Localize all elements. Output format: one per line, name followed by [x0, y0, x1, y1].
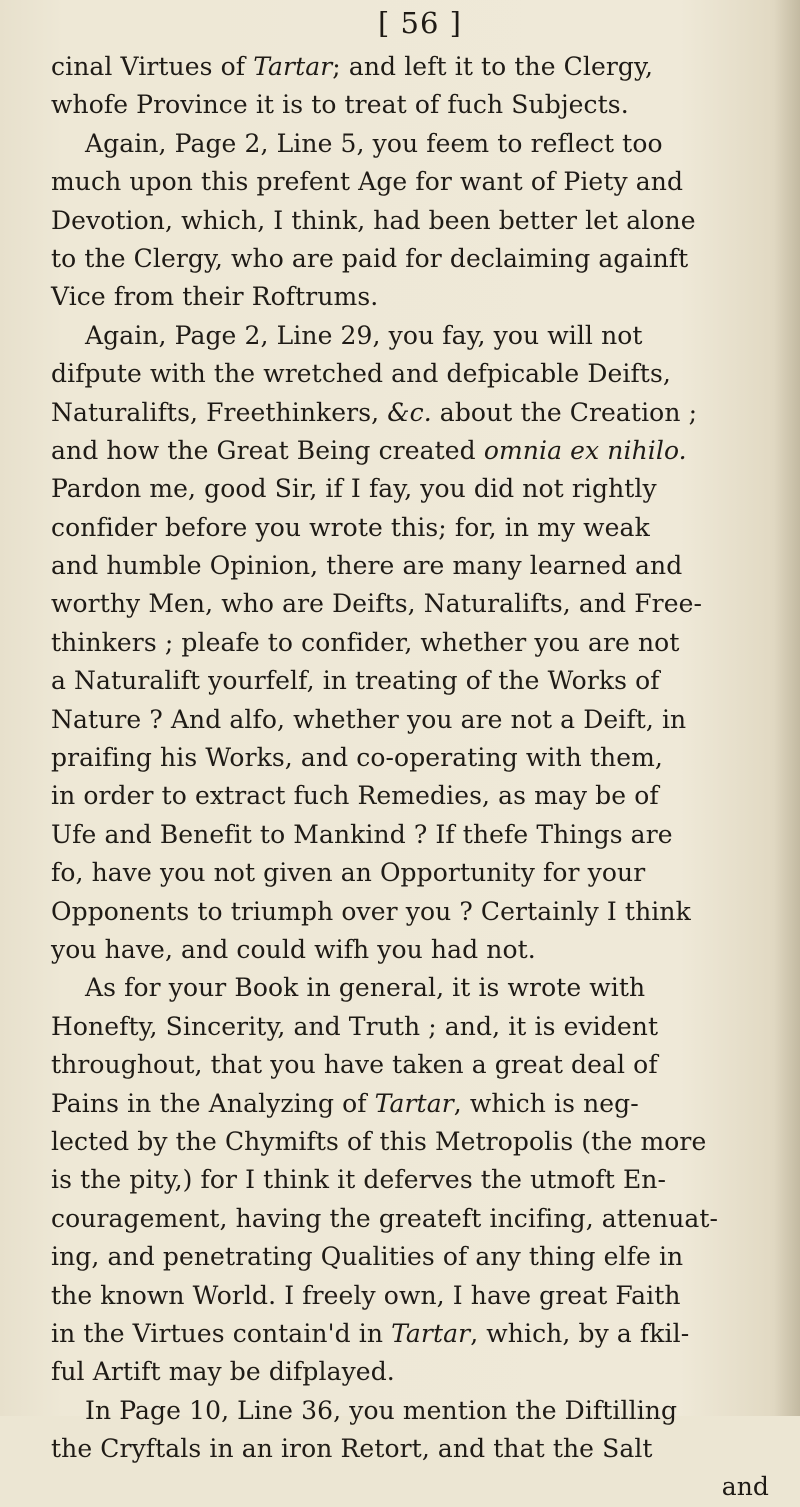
text-segment: Nature ? And alfo, whether you are not a Deift, in: [51, 704, 687, 734]
text-line: [51, 1430, 787, 1468]
text-segment: ing, and penetrating Qualities of any thing elfe in: [51, 1242, 684, 1272]
text-segment: Again, Page 2, Line 5, you feem to reflect too: [85, 128, 663, 158]
text-line: [51, 317, 787, 355]
text-line: [51, 86, 787, 124]
text-line: [51, 1123, 787, 1161]
text-segment: Pardon me, good Sir, if I fay, you did not rightly: [51, 474, 657, 504]
text-segment: fo, have you not given an Opportunity for your: [51, 858, 646, 888]
text-segment: , which, by a fkil-: [470, 1318, 690, 1348]
text-segment: thinkers ; pleafe to confider, whether you are not: [51, 627, 680, 657]
text-segment: Ufe and Benefit to Mankind ? If thefe Things are: [51, 819, 673, 849]
text-line: [51, 1315, 787, 1353]
text-segment: and how the Great Being created: [51, 435, 484, 465]
text-line: [51, 1200, 787, 1238]
text-segment: much upon this prefent Age for want of Piety and: [51, 167, 684, 197]
text-line: [51, 1008, 787, 1046]
text-line: [51, 547, 787, 585]
text-line: [51, 48, 787, 86]
text-segment: the known World. I freely own, I have great Faith: [51, 1280, 681, 1310]
text-segment: worthy Men, who are Deifts, Naturalifts, and Free-: [51, 589, 703, 619]
text-segment: the Cryftals in an iron Retort, and that the Salt: [51, 1434, 653, 1464]
text-line: [51, 355, 787, 393]
text-line: [51, 893, 787, 931]
text-segment: in order to extract fuch Remedies, as may be of: [51, 781, 659, 811]
text-line: [51, 624, 787, 662]
text-line: [51, 1277, 787, 1315]
text-line: [51, 1392, 787, 1430]
italic-text: omnia ex nihilo.: [483, 435, 687, 465]
italic-text: Tartar: [391, 1318, 471, 1348]
text-segment: As for your Book in general, it is wrote with: [85, 973, 646, 1003]
text-segment: In Page 10, Line 36, you mention the Diftilling: [85, 1395, 678, 1425]
text-line: [51, 662, 787, 700]
text-segment: lected by the Chymifts of this Metropolis (the more: [51, 1126, 707, 1156]
text-segment: a Naturalift yourfelf, in treating of the Works of: [51, 666, 660, 696]
text-segment: , which is neg-: [453, 1088, 639, 1118]
text-segment: you have, and could wifh you had not.: [51, 934, 536, 964]
body-text: [51, 48, 787, 1507]
text-line: [51, 394, 787, 432]
text-line: [51, 1353, 787, 1391]
text-segment: praifing his Works, and co-operating with them,: [51, 743, 663, 773]
text-segment: Devotion, which, I think, had been better let alone: [51, 205, 696, 235]
text-line: [51, 816, 787, 854]
text-line: [51, 739, 787, 777]
italic-text: &c.: [387, 397, 432, 427]
text-line: [51, 777, 787, 815]
text-line: [51, 432, 787, 470]
text-segment: in the Virtues contain'd in: [51, 1318, 392, 1348]
text-segment: and humble Opinion, there are many learned and: [51, 551, 683, 581]
text-line: [51, 240, 787, 278]
text-segment: whofe Province it is to treat of fuch Subjects.: [51, 90, 629, 120]
text-line: [51, 470, 787, 508]
text-segment: couragement, having the greateft incifing, attenuat-: [51, 1203, 719, 1233]
text-line: [51, 854, 787, 892]
text-segment: cinal Virtues of: [51, 52, 254, 81]
page-number: [ 56 ]: [378, 6, 462, 40]
text-line: [51, 509, 787, 547]
text-line: [51, 1161, 787, 1199]
text-line: [51, 931, 787, 969]
text-line: [51, 1085, 787, 1123]
text-line: [51, 1046, 787, 1084]
text-segment: throughout, that you have taken a great deal of: [51, 1050, 658, 1080]
text-segment: confider before you wrote this; for, in my weak: [51, 512, 650, 542]
catchword: and: [721, 1472, 769, 1502]
text-line: [51, 969, 787, 1007]
text-segment: about the Creation ;: [431, 397, 698, 427]
text-segment: Again, Page 2, Line 29, you fay, you will not: [85, 320, 643, 350]
text-line: [51, 202, 787, 240]
text-segment: Opponents to triumph over you ? Certainly I think: [51, 896, 691, 926]
text-line: [51, 1238, 787, 1276]
text-segment: to the Clergy, who are paid for declaiming againft: [51, 243, 689, 273]
text-segment: Vice from their Roftrums.: [51, 282, 379, 312]
text-segment: Honefty, Sincerity, and Truth ; and, it is evident: [51, 1011, 659, 1041]
text-segment: ful Artift may be difplayed.: [51, 1357, 395, 1387]
text-segment: ; and left it to the Clergy,: [332, 52, 653, 81]
italic-text: Tartar: [374, 1088, 454, 1118]
text-segment: Pains in the Analyzing of: [51, 1088, 375, 1118]
text-line: [51, 585, 787, 623]
text-line: [51, 701, 787, 739]
text-line: [51, 163, 787, 201]
italic-text: Tartar: [253, 52, 333, 81]
text-line: [51, 125, 787, 163]
text-segment: Naturalifts, Freethinkers,: [51, 397, 388, 427]
text-segment: difpute with the wretched and defpicable Deifts,: [51, 359, 671, 389]
text-segment: is the pity,) for I think it deferves the utmoft En-: [51, 1165, 667, 1195]
text-line: [51, 278, 787, 316]
